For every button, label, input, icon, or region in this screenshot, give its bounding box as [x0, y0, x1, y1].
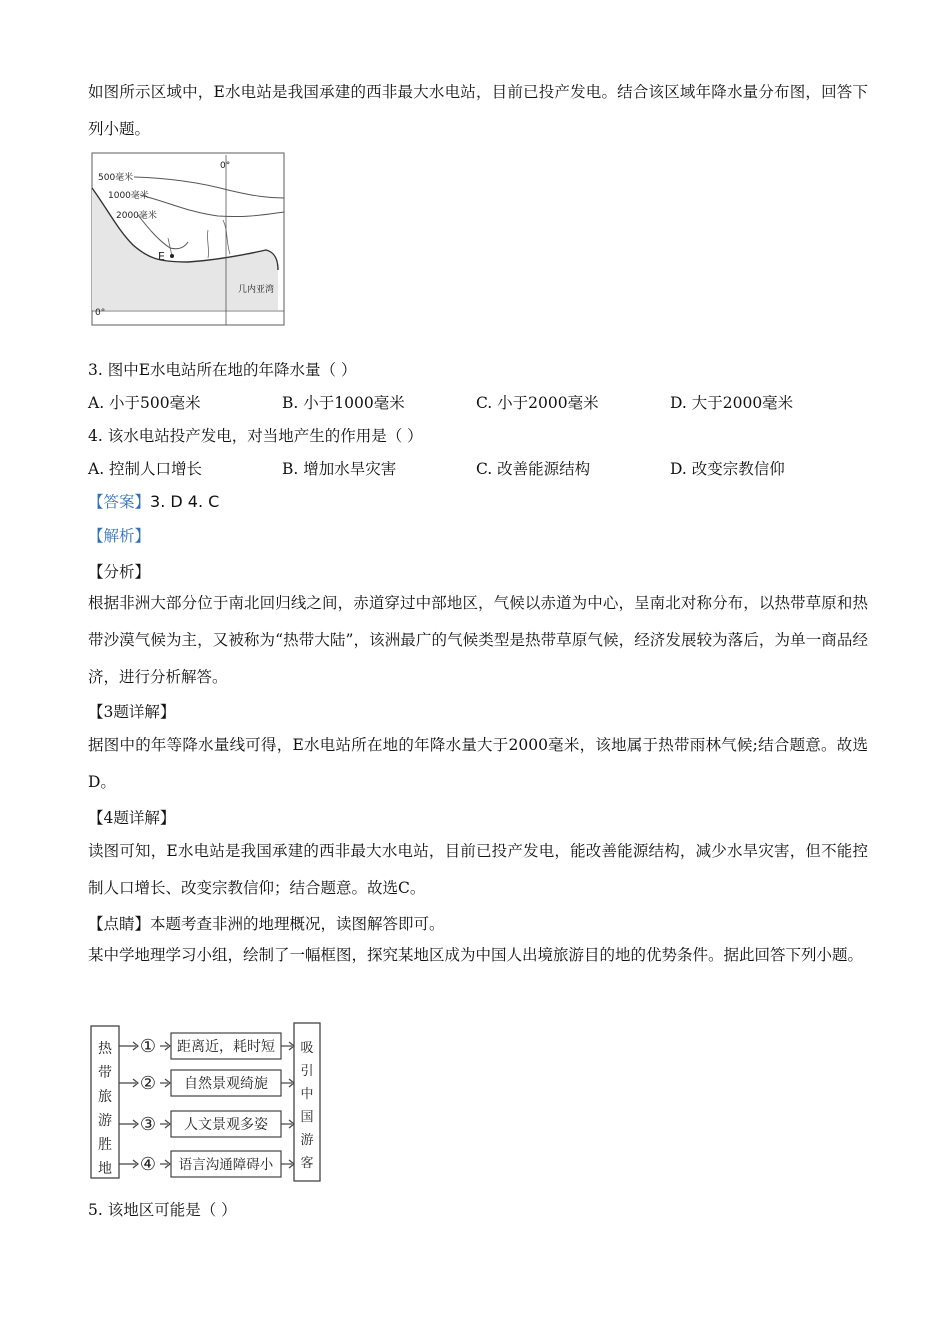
- right-char: 游: [300, 1133, 314, 1148]
- d3-text: 据图中的年等降水量线可得，E水电站所在地的年降水量大于2000毫米，该地属于热带雨林气候;结合题意。故选D。: [88, 736, 868, 791]
- right-char: 国: [300, 1110, 314, 1125]
- rainfall-map: [88, 150, 288, 332]
- d4-title: 【4题详解】: [88, 809, 176, 827]
- q3-option-a: A. 小于500毫米: [88, 394, 201, 412]
- number-3: ③: [139, 1114, 157, 1135]
- flow-row: [119, 1151, 294, 1177]
- q3-option-d: D. 大于2000毫米: [670, 394, 794, 412]
- item-4: 语言沟通障碍小: [178, 1157, 274, 1173]
- q3-stem: 3. 图中E水电站所在地的年降水量（ ）: [88, 361, 357, 379]
- number-4: ④: [139, 1154, 157, 1175]
- label-e: E: [158, 250, 165, 263]
- dianjing-line: 【点睛】本题考查非洲的地理概况，读图解答即可。: [88, 915, 445, 933]
- answer-line: [88, 491, 219, 513]
- left-char: 游: [98, 1113, 112, 1129]
- right-char: 客: [300, 1156, 314, 1171]
- right-char: 中: [300, 1087, 314, 1102]
- item-2: 自然景观绮旎: [184, 1076, 268, 1092]
- jiexi-tag: 【解析】: [88, 527, 151, 545]
- number-2: ②: [139, 1073, 157, 1094]
- d4-text: 读图可知，E水电站是我国承建的西非最大水电站，目前已投产发电，能改善能源结构，减少水旱灾害，但不能控制人口增长、改变宗教信仰；结合题意。故选C。: [88, 842, 868, 897]
- item-3: 人文景观多姿: [184, 1117, 268, 1133]
- left-char: 旅: [98, 1089, 112, 1105]
- label-zero-top: 0°: [220, 161, 231, 171]
- q4-option-c: C. 改善能源结构: [476, 460, 591, 478]
- q4-stem: 4. 该水电站投产发电，对当地产生的作用是（ ）: [88, 427, 423, 445]
- q4-option-a: A. 控制人口增长: [88, 460, 203, 478]
- left-char: 热: [98, 1041, 112, 1057]
- d3-title: 【3题详解】: [88, 703, 176, 721]
- q3-option-b: B. 小于1000毫米: [282, 394, 405, 412]
- right-char: 引: [300, 1064, 314, 1079]
- number-1: ①: [139, 1036, 157, 1057]
- station-e-dot: [170, 254, 174, 258]
- left-char: 带: [98, 1065, 112, 1081]
- fenxi-title: 【分析】: [88, 563, 151, 581]
- q5-stem: 5. 该地区可能是（ ）: [88, 1201, 237, 1219]
- intro2-paragraph: 某中学地理学习小组，绘制了一幅框图，探究某地区成为中国人出境旅游目的地的优势条件。据此回答下列小题。: [88, 946, 864, 964]
- label-zero-left: 0°: [95, 308, 106, 318]
- answer-text: 3. D 4. C: [150, 492, 220, 511]
- q4-option-b: B. 增加水旱灾害: [282, 460, 397, 478]
- flow-row: [119, 1033, 294, 1059]
- label-gulf: 几内亚湾: [238, 285, 275, 295]
- q3-option-c: C. 小于2000毫米: [476, 394, 599, 412]
- right-char: 吸: [300, 1041, 314, 1056]
- label-500: 500毫米: [98, 173, 134, 183]
- answer-tag: 【答案】: [88, 493, 151, 511]
- left-char: 地: [98, 1161, 112, 1177]
- left-char: 胜: [98, 1137, 112, 1153]
- flow-diagram: [88, 1020, 324, 1190]
- fenxi-text: 根据非洲大部分位于南北回归线之间，赤道穿过中部地区，气候以赤道为中心，呈南北对称分布，以热带草原和热带沙漠气候为主，又被称为“热带大陆”，该洲最广的气候类型是热带草原气候，经济发展较为落后，为单一商品经济，进行分析解答。: [88, 594, 868, 686]
- item-1: 距离近，耗时短: [177, 1039, 275, 1055]
- flow-row: [119, 1111, 294, 1137]
- q4-option-d: D. 改变宗教信仰: [670, 460, 785, 478]
- label-1000: 1000毫米: [108, 191, 149, 201]
- flow-row: [119, 1070, 294, 1096]
- intro-paragraph: 如图所示区域中，E水电站是我国承建的西非最大水电站，目前已投产发电。结合该区域年降水量分布图，回答下列小题。: [88, 83, 868, 138]
- label-2000: 2000毫米: [116, 211, 157, 221]
